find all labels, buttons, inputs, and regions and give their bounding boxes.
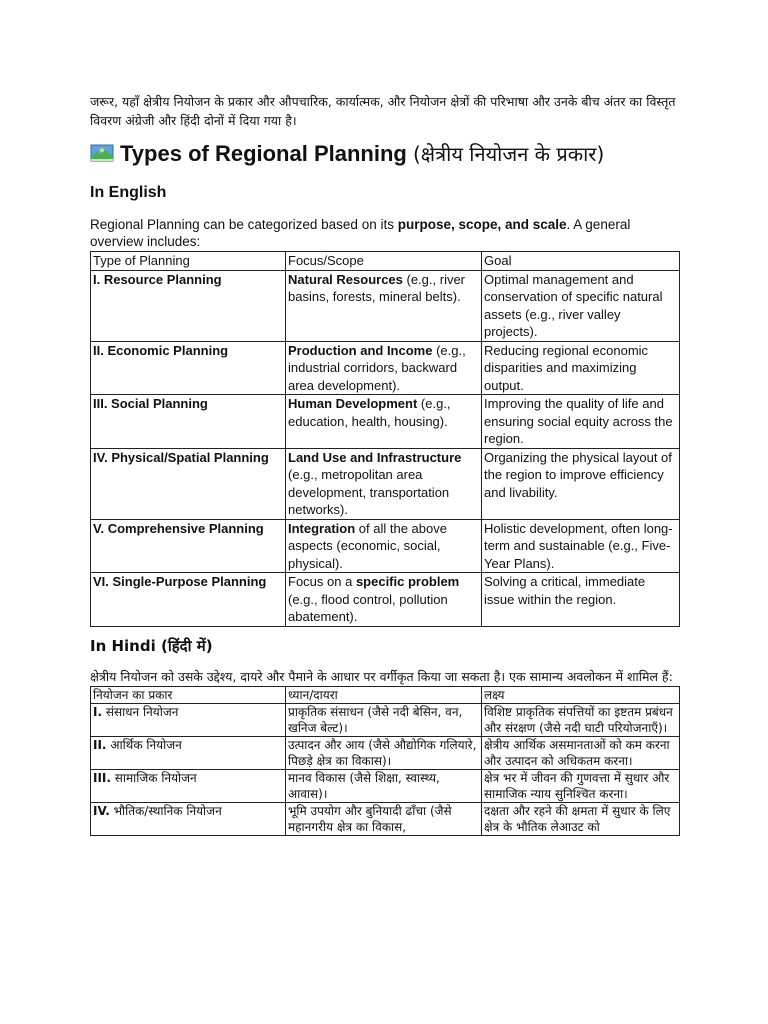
- focus-cell: प्राकृतिक संसाधन (जैसे नदी बेसिन, वन, खनिज बेल्ट)।: [286, 703, 482, 736]
- focus-bold: Natural Resources: [288, 271, 403, 287]
- goal-cell: Reducing regional economic disparities and maximizing output.: [482, 341, 680, 395]
- english-intro-pre: Regional Planning can be categorized based on its: [90, 217, 398, 232]
- table-row: [91, 736, 680, 769]
- row-number: I.: [93, 704, 103, 719]
- table-row: [91, 395, 680, 449]
- table-row: [91, 573, 680, 627]
- focus-bold: Human Development: [288, 396, 418, 411]
- heading-english: In English: [90, 184, 167, 201]
- focus-cell: [286, 448, 482, 519]
- heading-hindi: In Hindi (हिंदी में): [90, 636, 213, 655]
- focus-rest: of all the above aspects (economic, social, physical).: [288, 520, 447, 571]
- intro-paragraph: जरूर, यहाँ क्षेत्रीय नियोजन के प्रकार और औपचारिक, कार्यात्मक, और नियोजन क्षेत्रों की परिभाषा और उनके बीच अंतर का विस्तृत विवरण अंग्रेजी और हिंदी दोनों में दिया गया है।: [90, 94, 676, 128]
- table-row: [91, 519, 680, 573]
- focus-bold: Land Use and Infrastructure: [288, 449, 462, 465]
- row-number: III.: [93, 770, 111, 785]
- focus-cell: [286, 395, 482, 449]
- header-cell: Goal: [482, 252, 680, 271]
- goal-cell: Optimal management and conservation of specific natural assets (e.g., river valley projects).: [482, 270, 680, 341]
- focus-cell: [286, 270, 482, 341]
- focus-prefix: Focus on a: [288, 574, 356, 589]
- focus-cell: [286, 573, 482, 627]
- english-intro: [90, 216, 678, 250]
- english-intro-bold: purpose, scope, and scale: [397, 217, 567, 232]
- planning-type-cell: I. Resource Planning: [91, 270, 286, 341]
- page-title: [90, 140, 678, 168]
- table-row: [91, 448, 680, 519]
- map-icon: [90, 143, 114, 163]
- planning-type-name: संसाधन नियोजन: [102, 704, 179, 719]
- focus-cell: [286, 519, 482, 573]
- table-row: [91, 769, 680, 802]
- table-row: [91, 802, 680, 835]
- row-number: II.: [93, 737, 107, 752]
- header-cell: नियोजन का प्रकार: [91, 686, 286, 703]
- header-cell: लक्ष्य: [482, 686, 680, 703]
- planning-type-cell: VI. Single-Purpose Planning: [91, 573, 286, 627]
- focus-cell: उत्पादन और आय (जैसे औद्योगिक गलियारे, पिछड़े क्षेत्र का विकास)।: [286, 736, 482, 769]
- row-number: IV.: [93, 803, 110, 818]
- planning-type-cell: IV. Physical/Spatial Planning: [91, 448, 286, 519]
- hindi-planning-table: [90, 686, 680, 836]
- focus-bold: specific problem: [355, 574, 460, 589]
- goal-cell: क्षेत्रीय आर्थिक असमानताओं को कम करना और उत्पादन को अधिकतम करना।: [482, 736, 680, 769]
- planning-type-cell: [91, 736, 286, 769]
- english-planning-table: [90, 251, 680, 627]
- table-header-row: [91, 252, 680, 271]
- english-intro-post: . A general overview includes:: [90, 217, 631, 249]
- table-header-row: [91, 686, 680, 703]
- header-cell: Type of Planning: [91, 252, 286, 271]
- focus-cell: [286, 341, 482, 395]
- planning-type-name: सामाजिक नियोजन: [110, 770, 197, 785]
- planning-type-cell: [91, 769, 286, 802]
- goal-cell: विशिष्ट प्राकृतिक संपत्तियों का इष्टतम प्रबंधन और संरक्षण (जैसे नदी घाटी परियोजनाएँ)।: [482, 703, 680, 736]
- focus-bold: Production and Income: [288, 342, 433, 358]
- planning-type-cell: [91, 703, 286, 736]
- goal-cell: Solving a critical, immediate issue within the region.: [482, 573, 680, 627]
- planning-type-cell: V. Comprehensive Planning: [91, 519, 286, 573]
- focus-cell: मानव विकास (जैसे शिक्षा, स्वास्थ्य, आवास)।: [286, 769, 482, 802]
- focus-rest: (e.g., river basins, forests, mineral belts).: [288, 271, 466, 304]
- focus-rest: (e.g., education, health, housing).: [288, 396, 451, 429]
- goal-cell: Improving the quality of life and ensuring social equity across the region.: [482, 395, 680, 449]
- goal-cell: दक्षता और रहने की क्षमता में सुधार के लिए क्षेत्र के भौतिक लेआउट को: [482, 802, 680, 835]
- header-cell: ध्यान/दायरा: [286, 686, 482, 703]
- header-cell: Focus/Scope: [286, 252, 482, 271]
- planning-type-cell: II. Economic Planning: [91, 341, 286, 395]
- table-row: [91, 341, 680, 395]
- title-english: Types of Regional Planning: [120, 141, 407, 166]
- focus-rest: (e.g., flood control, pollution abatement).: [288, 591, 448, 624]
- title-hindi: (क्षेत्रीय नियोजन के प्रकार): [412, 142, 605, 166]
- planning-type-name: आर्थिक नियोजन: [106, 737, 182, 752]
- focus-bold: Integration: [288, 520, 356, 536]
- planning-type-cell: [91, 802, 286, 835]
- focus-rest: (e.g., metropolitan area development, transportation networks).: [288, 467, 450, 517]
- table-row: [91, 703, 680, 736]
- planning-type-name: भौतिक/स्थानिक नियोजन: [109, 803, 222, 818]
- planning-type-cell: III. Social Planning: [91, 395, 286, 449]
- table-row: [91, 270, 680, 341]
- goal-cell: Holistic development, often long-term and sustainable (e.g., Five-Year Plans).: [482, 519, 680, 573]
- hindi-intro: क्षेत्रीय नियोजन को उसके उद्देश्य, दायरे और पैमाने के आधार पर वर्गीकृत किया जा सकता है। एक सामान्य अवलोकन में शामिल हैं:: [90, 668, 673, 684]
- goal-cell: क्षेत्र भर में जीवन की गुणवत्ता में सुधार और सामाजिक न्याय सुनिश्चित करना।: [482, 769, 680, 802]
- focus-cell: भूमि उपयोग और बुनियादी ढाँचा (जैसे महानगरीय क्षेत्र का विकास,: [286, 802, 482, 835]
- focus-rest: (e.g., industrial corridors, backward area development).: [288, 342, 466, 393]
- goal-cell: Organizing the physical layout of the region to improve efficiency and livability.: [482, 448, 680, 519]
